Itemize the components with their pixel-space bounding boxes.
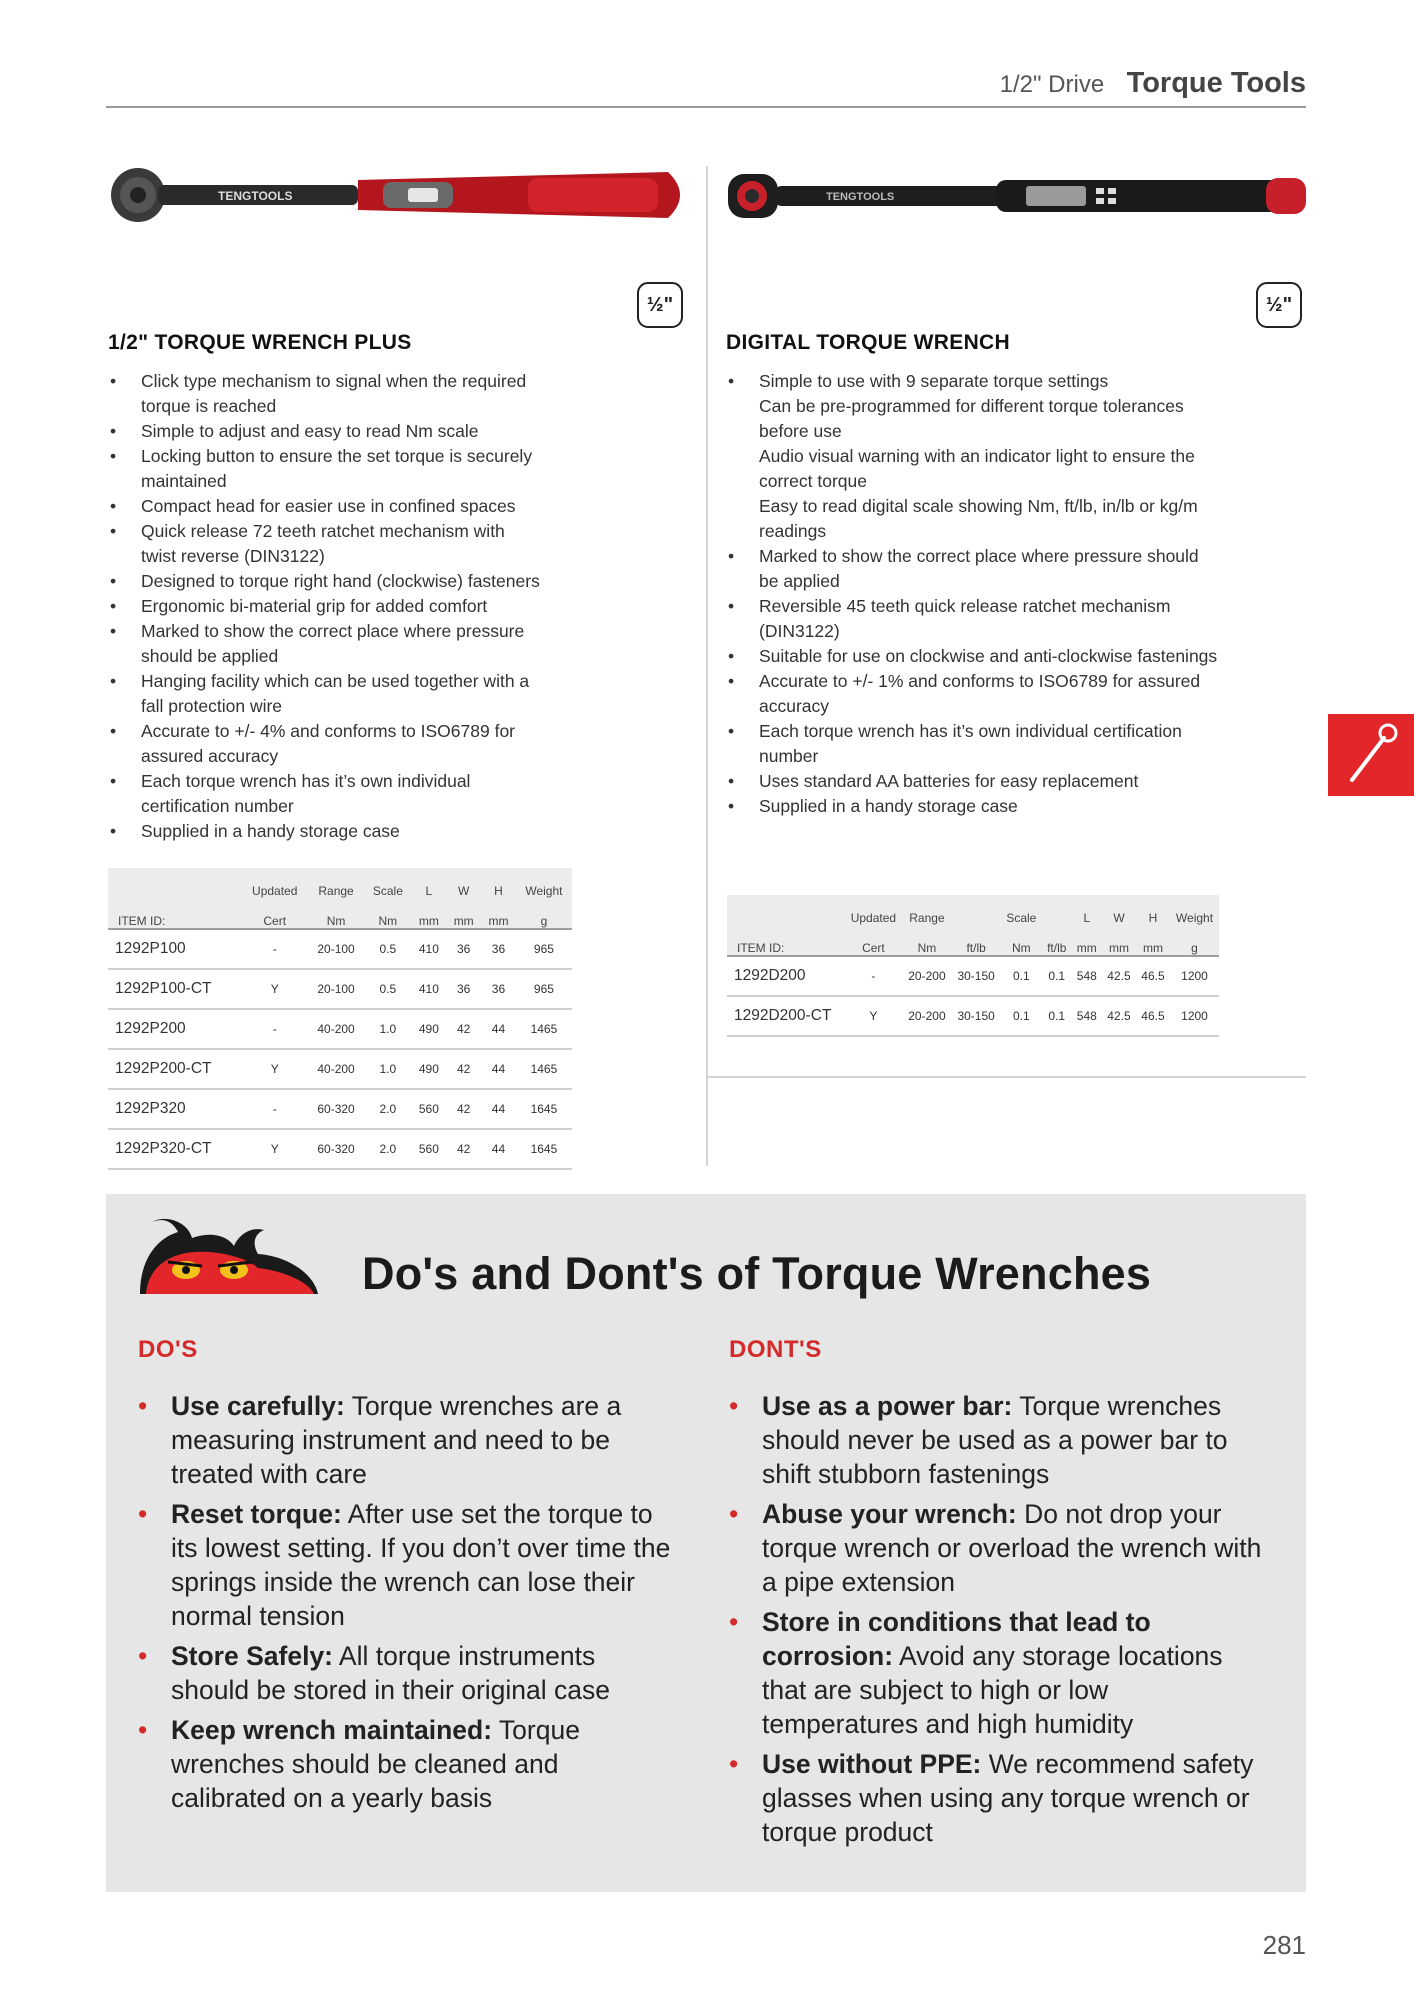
table-cell: 2.0: [364, 1129, 411, 1169]
feature-item: • Supplied in a handy storage case: [726, 794, 1326, 819]
torque-wrench-icon: [1328, 714, 1414, 796]
dont-item: [729, 1497, 1269, 1599]
feature-item: • Locking button to ensure the set torque is securely: [108, 444, 708, 469]
tip-text: Do not drop your torque wrench or overload the wrench with a pipe extension: [762, 1499, 1262, 1597]
torque-tools-tab[interactable]: [1328, 714, 1414, 796]
column-header: Weight: [516, 868, 572, 898]
half-inch-drive-badge: ½": [637, 282, 683, 328]
table-cell: 560: [411, 1089, 446, 1129]
table-cell: 20-200: [902, 996, 951, 1036]
table-cell: 44: [481, 1009, 516, 1049]
feature-item: torque is reached: [141, 396, 277, 416]
table-cell: 30-150: [952, 956, 1001, 996]
table-cell: Y: [242, 1129, 308, 1169]
feature-item: be applied: [759, 571, 840, 591]
product-title: DIGITAL TORQUE WRENCH: [726, 331, 1010, 354]
tip-text: After use set the torque to its lowest setting. If you don’t over time the springs inside the wrench can lose their normal tension: [171, 1499, 671, 1631]
column-header: ft/lb: [1042, 925, 1072, 956]
feature-item: correct torque: [759, 471, 867, 491]
table-cell: 20-100: [308, 929, 364, 969]
table-cell: 965: [516, 929, 572, 969]
dont-item: [729, 1605, 1269, 1741]
tip-lead: Use without PPE:: [762, 1749, 982, 1779]
table-header-row: [727, 895, 1219, 925]
feature-item: • Suitable for use on clockwise and anti-clockwise fastenings: [726, 644, 1326, 669]
dont-item: [729, 1747, 1269, 1849]
table-cell: 0.1: [1001, 996, 1042, 1036]
column-header: Weight: [1170, 895, 1219, 925]
wrench-brand-text: TENGTOOLS: [826, 191, 895, 203]
table-cell: 965: [516, 969, 572, 1009]
feature-item: twist reverse (DIN3122): [141, 546, 325, 566]
item-id-cell: 1292P320: [108, 1089, 242, 1129]
table-cell: 40-200: [308, 1049, 364, 1089]
table-cell: 410: [411, 929, 446, 969]
table-cell: 0.5: [364, 929, 411, 969]
column-header: Range: [308, 868, 364, 898]
feature-item: • Simple to adjust and easy to read Nm scale: [108, 419, 708, 444]
feature-list: [108, 369, 708, 844]
column-header: Cert: [242, 898, 308, 929]
table-cell: 42: [446, 1009, 481, 1049]
column-header: mm: [1102, 925, 1136, 956]
feature-item: number: [759, 746, 819, 766]
table-row: [108, 1009, 572, 1049]
feature-item: • Click type mechanism to signal when the required: [108, 369, 708, 394]
tip-text: Torque wrenches are a measuring instrument and need to be treated with care: [171, 1391, 622, 1489]
feature-item: accuracy: [759, 696, 830, 716]
table-cell: -: [242, 1089, 308, 1129]
tip-lead: Store in conditions that lead to corrosion:: [762, 1607, 1151, 1671]
feature-item: before use: [759, 421, 842, 441]
table-row: [727, 996, 1219, 1036]
column-header: H: [481, 868, 516, 898]
tips-title: Do's and Dont's of Torque Wrenches: [362, 1248, 1152, 1299]
column-header: [952, 895, 1001, 925]
table-cell: 548: [1072, 956, 1102, 996]
tip-lead: Store Safely:: [171, 1641, 334, 1671]
table-cell: 60-320: [308, 1129, 364, 1169]
table-cell: 0.1: [1001, 956, 1042, 996]
table-cell: 20-100: [308, 969, 364, 1009]
page-header: [106, 62, 1306, 108]
column-header: [108, 868, 242, 898]
feature-item: (DIN3122): [759, 621, 840, 641]
table-cell: 46.5: [1136, 956, 1170, 996]
feature-item: Can be pre-programmed for different torque tolerances: [759, 396, 1184, 416]
table-cell: 36: [481, 929, 516, 969]
table-cell: 490: [411, 1009, 446, 1049]
table-row: [108, 929, 572, 969]
table-cell: 42.5: [1102, 996, 1136, 1036]
table-cell: Y: [242, 1049, 308, 1089]
table-cell: 60-320: [308, 1089, 364, 1129]
column-header: Nm: [364, 898, 411, 929]
feature-item: Easy to read digital scale showing Nm, ft/lb, in/lb or kg/m: [759, 496, 1198, 516]
tip-text: Torque wrenches should never be used as a power bar to shift stubborn fastenings: [762, 1391, 1228, 1489]
table-cell: 20-200: [902, 956, 951, 996]
column-header: W: [446, 868, 481, 898]
header-subtitle: 1/2" Drive: [999, 71, 1105, 98]
table-cell: 2.0: [364, 1089, 411, 1129]
header-title: Torque Tools: [1126, 67, 1306, 99]
section-divider: [708, 1076, 1306, 1078]
column-header: Nm: [308, 898, 364, 929]
tip-lead: Use carefully:: [171, 1391, 345, 1421]
item-id-cell: 1292P320-CT: [108, 1129, 242, 1169]
column-header: ITEM ID:: [727, 925, 844, 956]
column-header: L: [1072, 895, 1102, 925]
column-header: L: [411, 868, 446, 898]
column-header: Cert: [844, 925, 902, 956]
table-cell: 46.5: [1136, 996, 1170, 1036]
feature-item: • Reversible 45 teeth quick release ratchet mechanism: [726, 594, 1326, 619]
feature-item: • Uses standard AA batteries for easy replacement: [726, 769, 1326, 794]
item-id-cell: 1292P100-CT: [108, 969, 242, 1009]
tip-text: All torque instruments should be stored in their original case: [171, 1641, 610, 1705]
table-header-row: [108, 868, 572, 898]
donts-list: [729, 1389, 1269, 1855]
table-row: [108, 969, 572, 1009]
table-cell: 490: [411, 1049, 446, 1089]
table-cell: 40-200: [308, 1009, 364, 1049]
column-header: ITEM ID:: [108, 898, 242, 929]
do-item: [138, 1497, 678, 1633]
column-header: Scale: [1001, 895, 1042, 925]
feature-item: • Marked to show the correct place where pressure should: [726, 544, 1326, 569]
table-cell: 30-150: [952, 996, 1001, 1036]
table-cell: 0.1: [1042, 956, 1072, 996]
product-title: 1/2" TORQUE WRENCH PLUS: [108, 331, 412, 354]
table-cell: Y: [242, 969, 308, 1009]
page-number: 281: [1262, 1930, 1306, 1960]
tip-lead: Keep wrench maintained:: [171, 1715, 493, 1745]
column-header: mm: [411, 898, 446, 929]
column-header: mm: [1136, 925, 1170, 956]
wrench-brand-text: TENGTOOLS: [218, 189, 293, 203]
item-id-cell: 1292D200: [727, 956, 844, 996]
tip-lead: Reset torque:: [171, 1499, 342, 1529]
feature-item: assured accuracy: [141, 746, 279, 766]
feature-item: • Supplied in a handy storage case: [108, 819, 708, 844]
column-header: Nm: [1001, 925, 1042, 956]
column-header: Updated: [242, 868, 308, 898]
column-header: mm: [446, 898, 481, 929]
table-cell: 44: [481, 1049, 516, 1089]
table-cell: 42: [446, 1049, 481, 1089]
do-item: [138, 1389, 678, 1491]
do-item: [138, 1713, 678, 1815]
feature-item: • Each torque wrench has it’s own individual certification: [726, 719, 1326, 744]
do-item: [138, 1639, 678, 1707]
feature-item: • Each torque wrench has it’s own individual: [108, 769, 708, 794]
table-cell: 1.0: [364, 1009, 411, 1049]
column-header: [727, 895, 844, 925]
table-cell: 1645: [516, 1089, 572, 1129]
table-row: [727, 956, 1219, 996]
item-id-cell: 1292P200: [108, 1009, 242, 1049]
column-header: g: [516, 898, 572, 929]
feature-item: • Quick release 72 teeth ratchet mechanism with: [108, 519, 708, 544]
table-cell: 1200: [1170, 956, 1219, 996]
table-cell: 36: [446, 969, 481, 1009]
table-cell: 42: [446, 1129, 481, 1169]
tip-text: Torque wrenches should be cleaned and calibrated on a yearly basis: [171, 1715, 580, 1813]
feature-item: • Compact head for easier use in confined spaces: [108, 494, 708, 519]
feature-item: readings: [759, 521, 827, 541]
column-header: Nm: [902, 925, 951, 956]
table-cell: 36: [446, 929, 481, 969]
table-cell: 1200: [1170, 996, 1219, 1036]
dos-list: [138, 1389, 678, 1821]
teng-devil-logo: [138, 1218, 322, 1296]
item-id-cell: 1292P100: [108, 929, 242, 969]
table-header-row: [727, 925, 1219, 956]
table-cell: 0.1: [1042, 996, 1072, 1036]
table-cell: 1465: [516, 1049, 572, 1089]
feature-item: fall protection wire: [141, 696, 283, 716]
column-header: W: [1102, 895, 1136, 925]
table-cell: -: [242, 1009, 308, 1049]
column-header: ft/lb: [952, 925, 1001, 956]
table-cell: 42: [446, 1089, 481, 1129]
column-header: mm: [481, 898, 516, 929]
column-header: g: [1170, 925, 1219, 956]
feature-item: • Accurate to +/- 4% and conforms to ISO6789 for: [108, 719, 708, 744]
tip-text: We recommend safety glasses when using any torque wrench or torque product: [762, 1749, 1254, 1847]
item-id-cell: 1292P200-CT: [108, 1049, 242, 1089]
table-row: [108, 1089, 572, 1129]
column-header: mm: [1072, 925, 1102, 956]
donts-heading: DONT'S: [729, 1336, 822, 1363]
dos-heading: DO'S: [138, 1336, 198, 1363]
feature-item: Audio visual warning with an indicator light to ensure the: [759, 446, 1195, 466]
feature-item: • Simple to use with 9 separate torque settings: [726, 369, 1326, 394]
spec-table: [108, 868, 572, 1170]
table-cell: -: [844, 956, 902, 996]
feature-list: [726, 369, 1326, 819]
table-cell: 0.5: [364, 969, 411, 1009]
feature-item: certification number: [141, 796, 294, 816]
table-row: [108, 1049, 572, 1089]
column-header: Updated: [844, 895, 902, 925]
tip-text: Avoid any storage locations that are subject to high or low temperatures and high humidity: [762, 1641, 1223, 1739]
table-cell: 560: [411, 1129, 446, 1169]
feature-item: • Hanging facility which can be used together with a: [108, 669, 708, 694]
table-cell: 1.0: [364, 1049, 411, 1089]
table-cell: 44: [481, 1089, 516, 1129]
table-cell: 44: [481, 1129, 516, 1169]
table-cell: 1465: [516, 1009, 572, 1049]
digital-torque-wrench-image: [726, 168, 1308, 224]
column-header: H: [1136, 895, 1170, 925]
column-header: Range: [902, 895, 951, 925]
column-header: [1042, 895, 1072, 925]
table-cell: -: [242, 929, 308, 969]
torque-wrench-plus-image: [108, 160, 692, 230]
dont-item: [729, 1389, 1269, 1491]
half-inch-drive-badge: ½": [1256, 282, 1302, 328]
table-cell: 36: [481, 969, 516, 1009]
feature-item: • Marked to show the correct place where pressure: [108, 619, 708, 644]
table-cell: 548: [1072, 996, 1102, 1036]
table-cell: 42.5: [1102, 956, 1136, 996]
table-cell: Y: [844, 996, 902, 1036]
feature-item: maintained: [141, 471, 227, 491]
tip-lead: Abuse your wrench:: [762, 1499, 1017, 1529]
table-header-row: [108, 898, 572, 929]
table-cell: 410: [411, 969, 446, 1009]
table-cell: 1645: [516, 1129, 572, 1169]
item-id-cell: 1292D200-CT: [727, 996, 844, 1036]
table-row: [108, 1129, 572, 1169]
tip-lead: Use as a power bar:: [762, 1391, 1013, 1421]
column-header: Scale: [364, 868, 411, 898]
feature-item: • Ergonomic bi-material grip for added comfort: [108, 594, 708, 619]
feature-item: • Designed to torque right hand (clockwise) fasteners: [108, 569, 708, 594]
feature-item: should be applied: [141, 646, 279, 666]
feature-item: • Accurate to +/- 1% and conforms to ISO6789 for assured: [726, 669, 1326, 694]
spec-table: [727, 895, 1219, 1037]
